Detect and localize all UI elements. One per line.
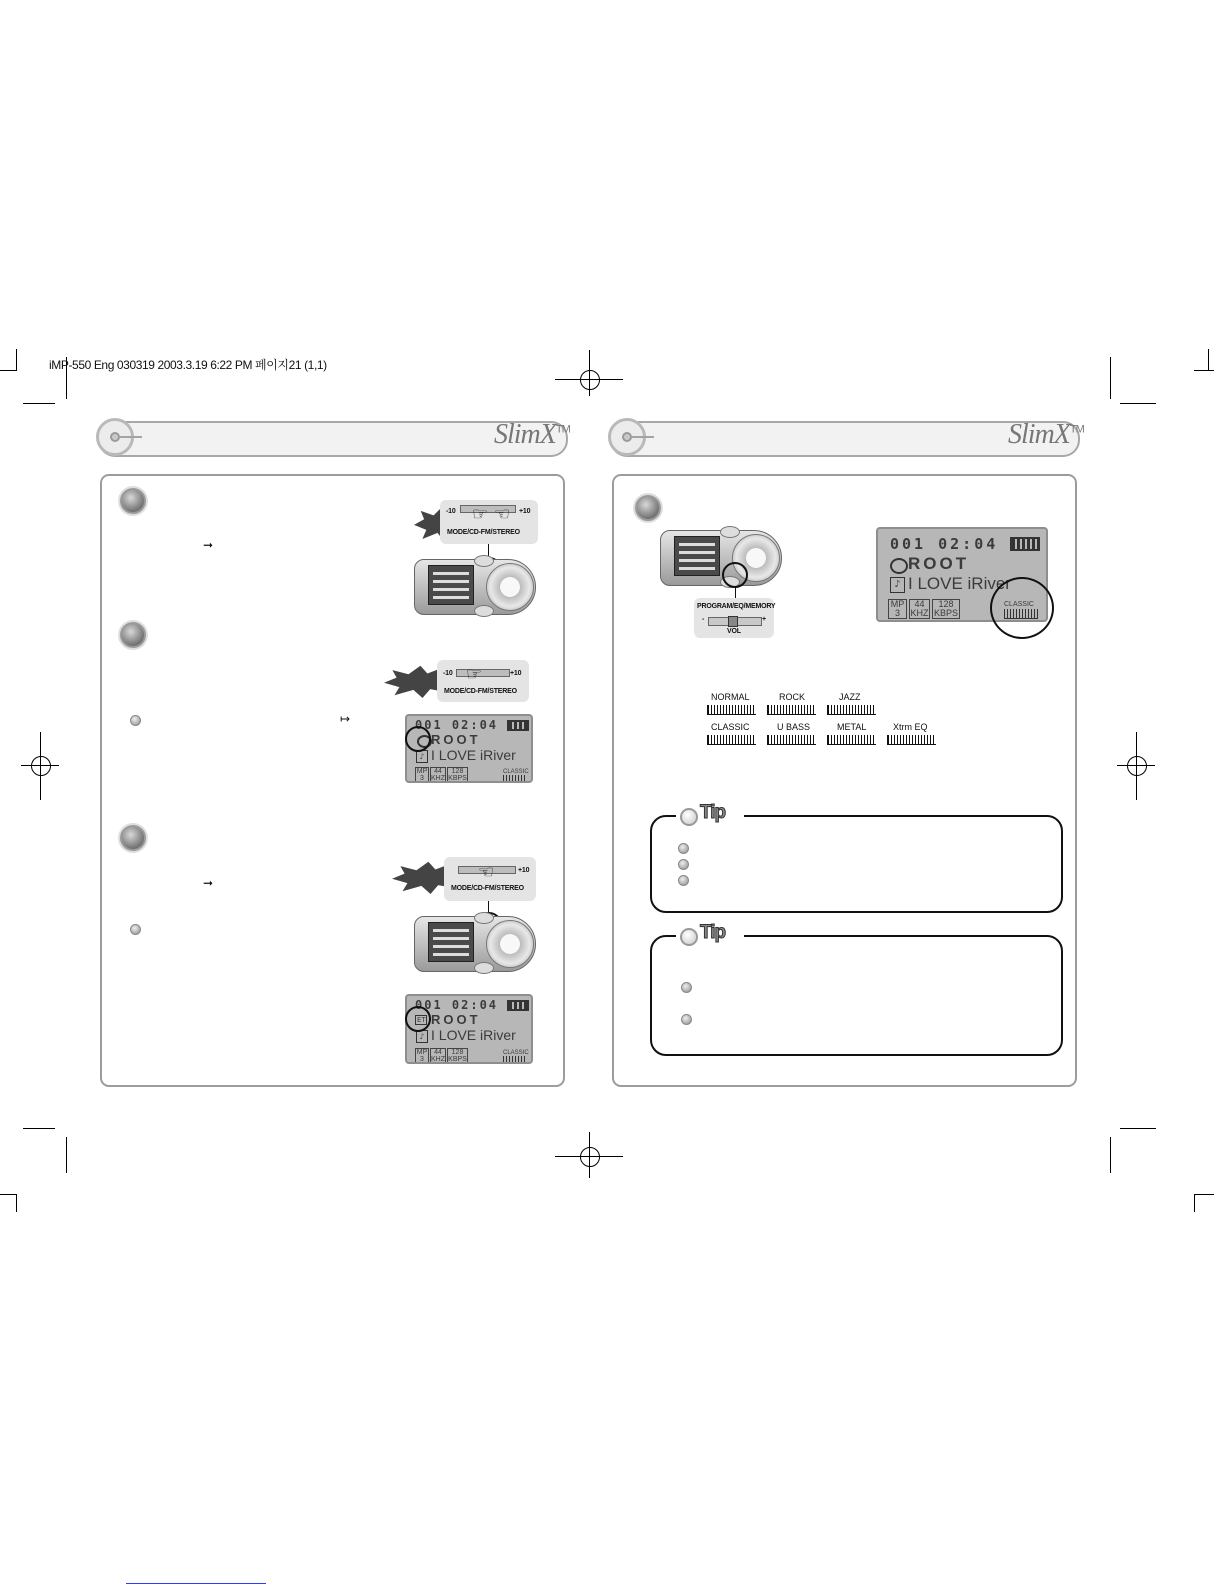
button-label: MODE/CD-FM/STEREO	[444, 688, 517, 695]
magnifier-icon	[680, 928, 698, 946]
crop-mark	[1194, 1194, 1214, 1195]
bullet-icon	[681, 982, 692, 993]
hyperlink-underline[interactable]	[126, 1583, 266, 1584]
callout-circle	[722, 562, 748, 588]
crop-mark	[1110, 1137, 1111, 1173]
lcd-folder: ROOT	[908, 554, 970, 573]
step-marker	[120, 622, 146, 648]
mode-button-illustration	[437, 660, 529, 702]
step-marker	[120, 825, 146, 851]
tip-box	[650, 935, 1063, 1056]
eq-bars	[503, 775, 527, 783]
eq-bars	[503, 1056, 527, 1064]
button-plus-label: +10	[510, 670, 522, 677]
battery-icon	[507, 1000, 529, 1011]
pointing-hand-icon: ☞	[494, 504, 511, 524]
khz-badge: 44 KHZ	[910, 599, 929, 618]
crop-mark	[0, 1194, 17, 1195]
music-note-icon: ♪	[890, 577, 905, 593]
bullet-icon	[678, 859, 689, 870]
player-device-illustration	[660, 526, 782, 586]
lcd-track: I LOVE iRiver	[431, 1027, 516, 1043]
lcd-time: 001 02:04	[415, 718, 499, 732]
arrow-glyph: ➞	[203, 876, 214, 890]
eq-label: CLASSIC	[503, 1050, 529, 1056]
slimx-logo: SlimX™	[1008, 419, 1084, 450]
format-badge: MP 3	[416, 1049, 428, 1063]
crop-mark	[1194, 1194, 1195, 1212]
khz-badge: 44 KHZ	[431, 768, 445, 782]
format-badge: MP 3	[888, 599, 907, 619]
battery-icon	[507, 720, 529, 731]
slider-track	[456, 669, 510, 677]
player-device-illustration	[414, 912, 536, 972]
crop-mark	[23, 403, 55, 404]
crop-mark	[16, 349, 17, 371]
button-plus-label: +10	[519, 508, 531, 515]
et-badge: ET	[417, 1016, 426, 1024]
kbps-badge: 128 KBPS	[448, 768, 467, 782]
crop-mark	[0, 370, 17, 371]
music-note-icon: ♪	[416, 750, 428, 763]
button-minus-label: -10	[446, 508, 456, 515]
step-marker	[120, 488, 146, 514]
crop-mark	[1194, 370, 1214, 371]
step-marker	[635, 495, 661, 521]
vol-label: VOL	[727, 628, 741, 635]
player-device-illustration	[414, 555, 536, 615]
kbps-badge: 128 KBPS	[448, 1049, 467, 1063]
pointing-hand-icon: ☞	[472, 504, 489, 524]
bullet-icon	[681, 1014, 692, 1025]
slimx-logo: SlimX™	[494, 419, 570, 450]
lcd-folder: ROOT	[431, 732, 481, 747]
magnifier-icon	[680, 808, 698, 826]
button-minus-label: -10	[443, 670, 453, 677]
tip-box	[650, 815, 1063, 913]
tip-heading: Tip	[676, 922, 744, 948]
arrow-glyph: ➞	[203, 538, 214, 552]
format-badge: MP 3	[416, 768, 428, 782]
music-note-icon: ♪	[416, 1030, 428, 1043]
kbps-badge: 128 KBPS	[933, 599, 958, 618]
bullet-icon	[678, 843, 689, 854]
eq-label: CLASSIC	[1004, 601, 1034, 608]
lcd-time: 001 02:04	[890, 535, 999, 553]
crop-mark	[1120, 1128, 1156, 1129]
button-label: MODE/CD-FM/STEREO	[451, 885, 524, 892]
crop-mark	[66, 1137, 67, 1173]
pointing-hand-icon: ☞	[478, 862, 495, 882]
callout-circle	[405, 1006, 431, 1032]
pointing-hand-icon: ☞	[466, 664, 483, 684]
callout-circle-eq	[990, 577, 1054, 639]
lcd-time: 001 02:04	[415, 998, 499, 1012]
vol-plus-label: +	[762, 616, 766, 623]
eq-label: CLASSIC	[503, 769, 529, 775]
lcd-track: I LOVE iRiver	[908, 574, 1011, 593]
print-slug: iMP-550 Eng 030319 2003.3.19 6:22 PM 페이지21 (1,1)	[49, 358, 327, 372]
bullet-icon	[678, 875, 689, 886]
vol-minus-label: -	[702, 616, 705, 623]
battery-icon	[1010, 537, 1040, 551]
tip-heading: Tip	[676, 802, 744, 828]
bullet-icon	[130, 715, 141, 726]
button-plus-label: +10	[518, 867, 530, 874]
crop-mark	[1120, 403, 1156, 404]
callout-circle	[405, 726, 431, 752]
bullet-icon	[130, 924, 141, 935]
vol-slider-knob	[728, 616, 738, 627]
lcd-folder: ROOT	[431, 1012, 481, 1027]
crop-mark	[16, 1194, 17, 1212]
lcd-track: I LOVE iRiver	[431, 747, 516, 763]
button-label: MODE/CD-FM/STEREO	[447, 529, 520, 536]
crop-mark	[23, 1128, 55, 1129]
khz-badge: 44 KHZ	[431, 1049, 445, 1063]
crop-mark	[1208, 349, 1209, 371]
folder-icon	[890, 558, 908, 574]
arrow-glyph: ↦	[340, 712, 351, 726]
crop-mark	[1110, 357, 1111, 399]
program-eq-memory-label: PROGRAM/EQ/MEMORY	[697, 603, 776, 610]
